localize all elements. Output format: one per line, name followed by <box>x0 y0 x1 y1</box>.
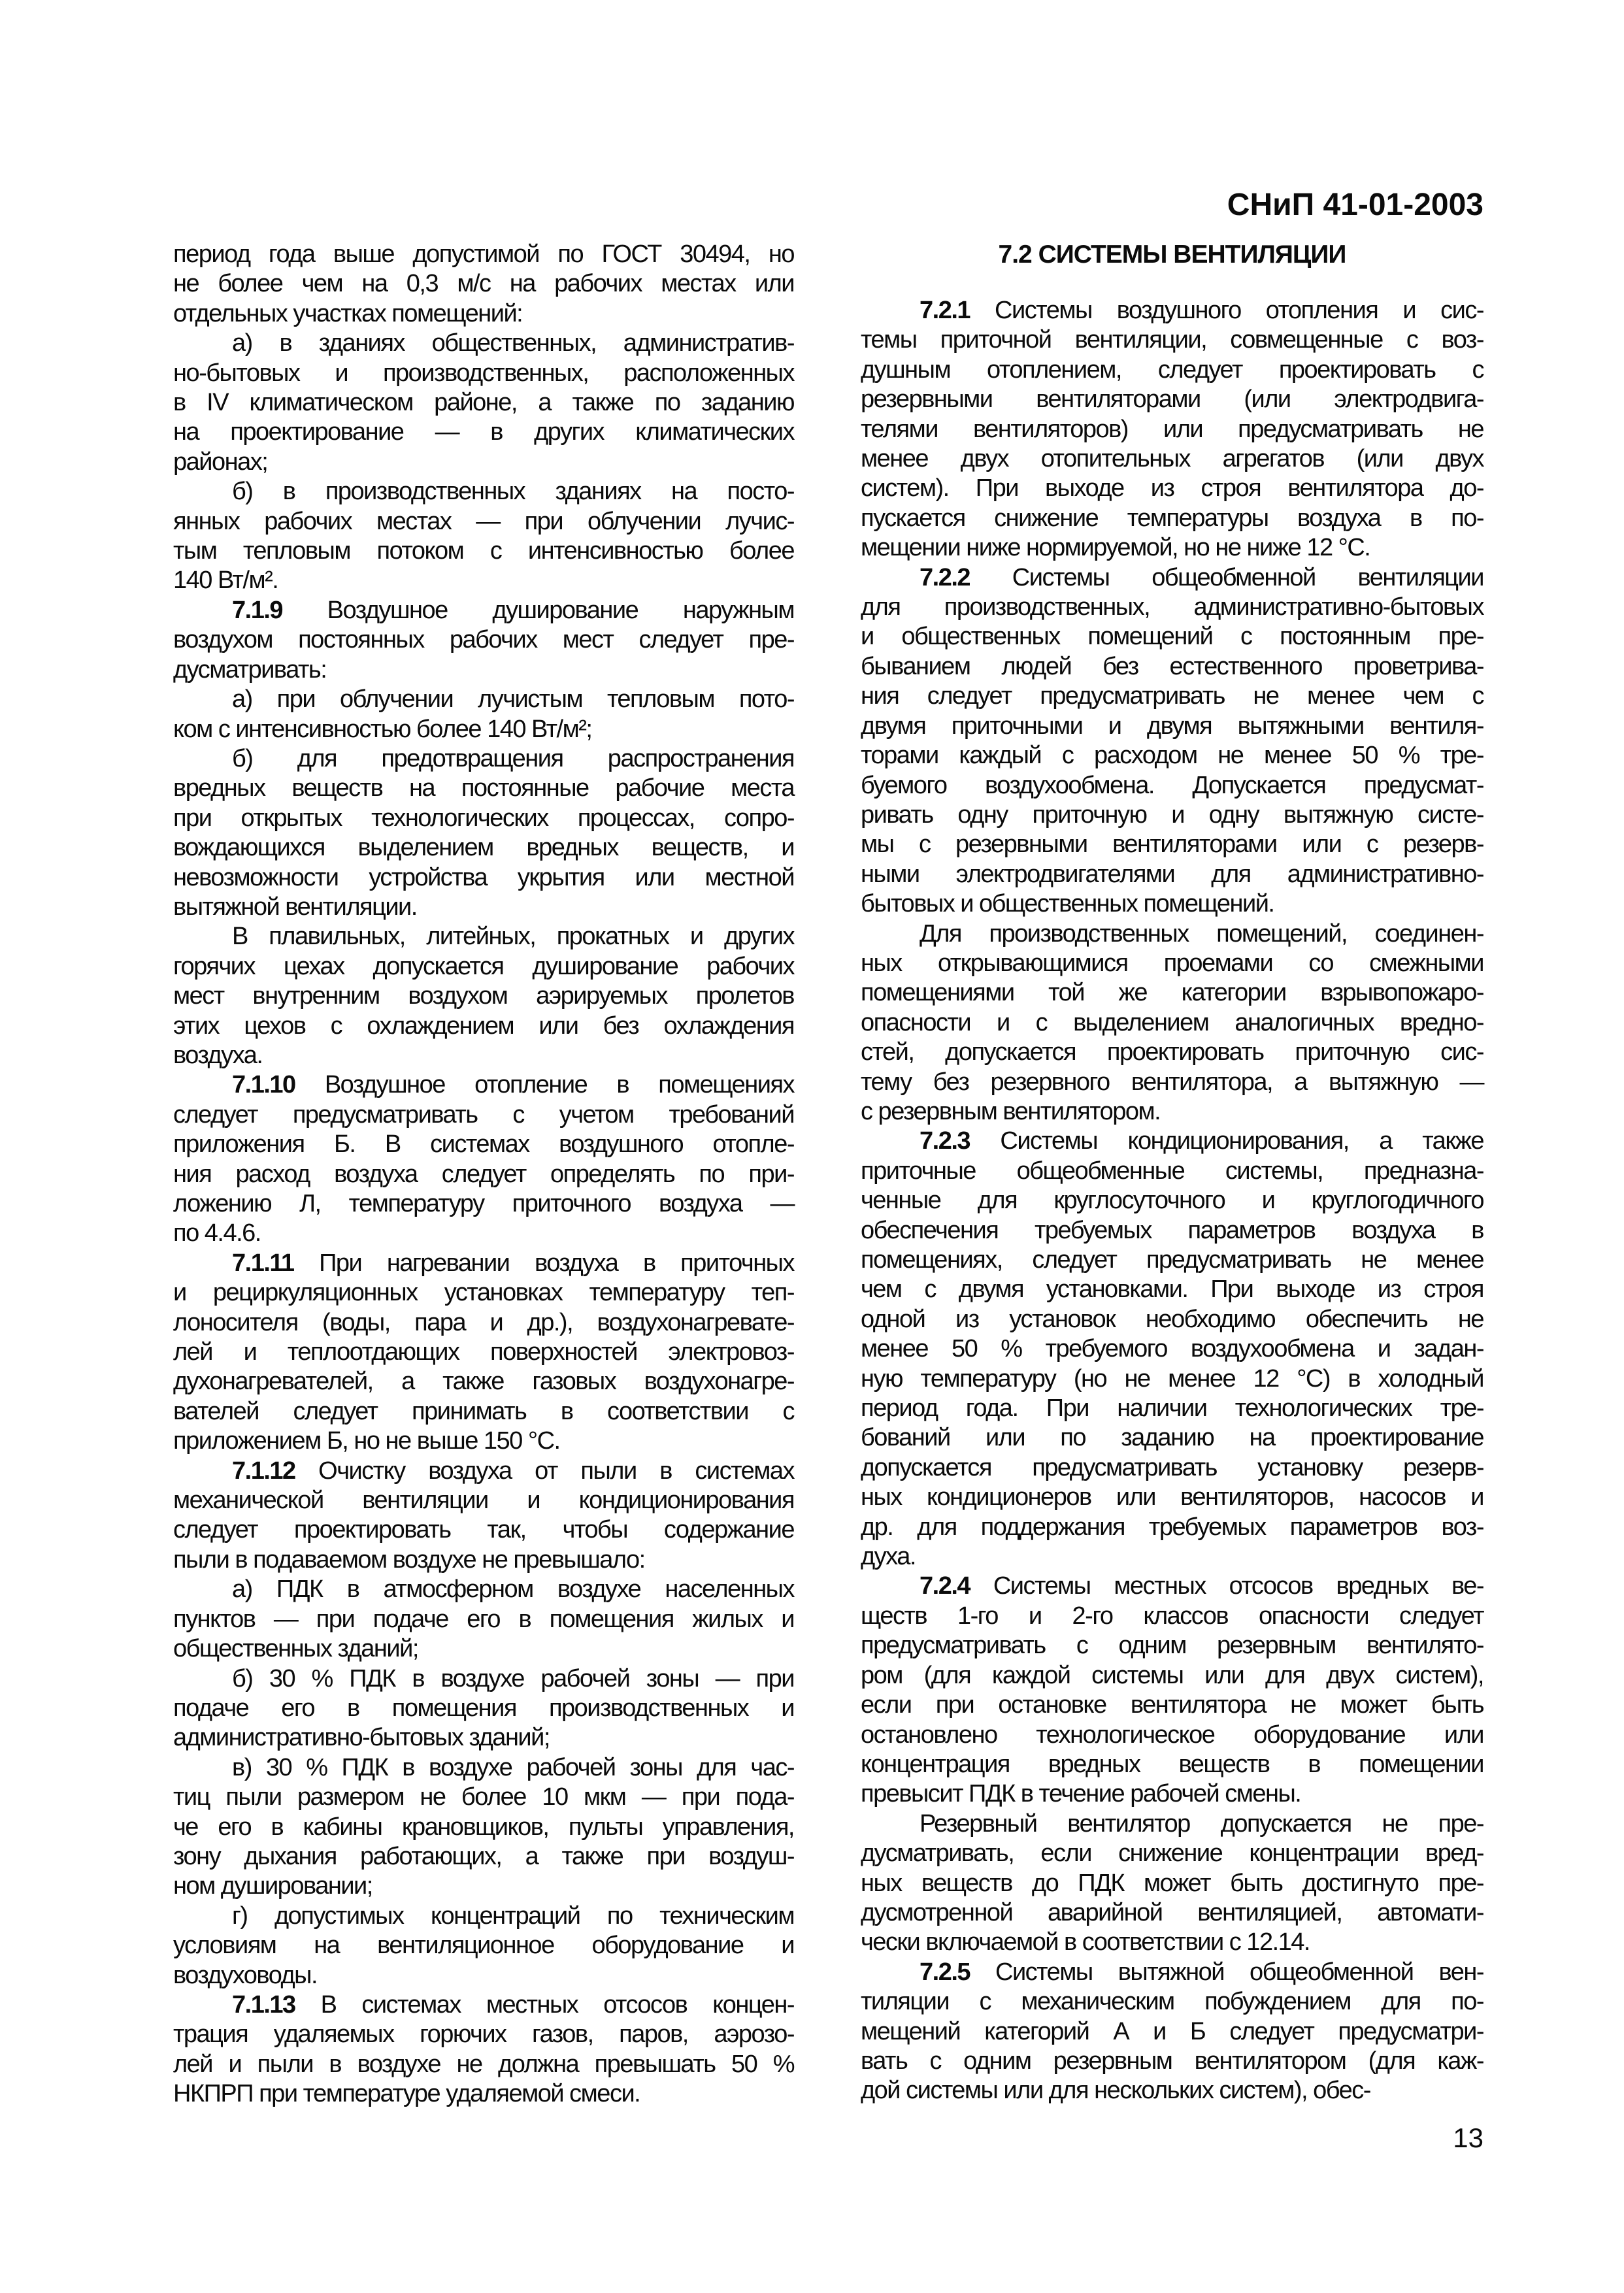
text-line: и общественных помещений с постоянным пре- <box>861 623 1483 651</box>
text-line: ривать одну приточную и одну вытяжную систе- <box>861 800 1483 829</box>
text-line: ром (для каждой системы или для двух систем), <box>861 1661 1483 1689</box>
paragraph <box>173 329 794 477</box>
text-line: ном душировании; <box>173 1872 373 1900</box>
text-line: на проектирование — в других климатических <box>173 418 794 446</box>
text-line: период года выше допустимой по ГОСТ 30494, но <box>173 240 794 268</box>
text-line: ных кондиционеров или вентиляторов, насосов и <box>861 1483 1483 1511</box>
text-line: торами каждый с расходом не менее 50 % тре- <box>861 742 1483 770</box>
text-line: ложению Л, температуру приточного воздуха — <box>173 1190 794 1217</box>
text-line: для производственных, административно-бытовых <box>861 593 1483 621</box>
text-line: условиям на вентиляционное оборудование и <box>173 1932 794 1960</box>
text-line: систем). При выходе из строя вентилятора до- <box>861 474 1483 503</box>
text-line: 7.2.1 Системы воздушного отопления и сис- <box>920 297 1483 324</box>
paragraph <box>861 563 1483 919</box>
text-line: духонагревателей, а также газовых воздухонагре- <box>173 1368 794 1396</box>
right-column <box>861 240 1483 2106</box>
paragraph <box>173 596 794 685</box>
text-line: менее двух отопительных агрегатов (или двух <box>861 445 1483 473</box>
paragraph <box>173 1457 794 1575</box>
text-line: и рециркуляционных установках температуру теп- <box>173 1279 794 1307</box>
clause-number: 7.1.11 <box>232 1249 294 1277</box>
text-line: В плавильных, литейных, прокатных и других <box>232 923 794 951</box>
text-line: зону дыхания работающих, а также при воздуш- <box>173 1842 794 1870</box>
text-line: дусматривать, если снижение концентрации вред- <box>861 1839 1483 1868</box>
clause-number: 7.1.12 <box>232 1457 295 1485</box>
text-line: лей и пыли в воздухе не должна превышать 50 % <box>173 2050 794 2078</box>
text-line: мест внутренним воздухом аэрируемых пролетов <box>173 982 794 1010</box>
text-line: Для производственных помещений, соединен- <box>920 919 1483 948</box>
text-line: в) 30 % ПДК в воздухе рабочей зоны для час- <box>232 1753 794 1781</box>
text-line: тему без резервного вентилятора, а вытяжную — <box>861 1068 1483 1096</box>
text-line: концентрация вредных веществ в помещении <box>861 1750 1483 1778</box>
text-line: че его в кабины крановщиков, пульты управления, <box>173 1813 794 1841</box>
text-line: этих цехов с охлаждением или без охлаждения <box>173 1012 794 1040</box>
text-line: горячих цехах допускается душирование рабочих <box>173 952 794 980</box>
text-line: янных рабочих местах — при облучении лучис- <box>173 507 794 535</box>
text-line: ния следует предусматривать не менее чем с <box>861 682 1483 710</box>
text-line: бытовых и общественных помещений. <box>861 890 1274 918</box>
text-line: остановлено технологическое оборудование или <box>861 1721 1483 1749</box>
section-heading: 7.2 СИСТЕМЫ ВЕНТИЛЯЦИИ <box>998 240 1346 269</box>
paragraph <box>173 685 794 744</box>
text-line: административно-бытовых зданий; <box>173 1724 550 1752</box>
text-line: следует предусматривать с учетом требований <box>173 1100 794 1129</box>
paragraph <box>173 1249 794 1457</box>
text-line: механической вентиляции и кондиционирования <box>173 1487 794 1515</box>
clause-number: 7.1.13 <box>232 1990 295 2019</box>
clause-number: 7.2.3 <box>920 1127 970 1155</box>
text-line: тиляции с механическим побуждением для по- <box>861 1988 1483 2016</box>
text-line: общественных зданий; <box>173 1635 418 1663</box>
text-line: Резервный вентилятор допускается не пре- <box>920 1809 1483 1838</box>
text-line: др. для поддержания требуемых параметров воз- <box>861 1513 1483 1541</box>
clause-number: 7.2.2 <box>920 563 970 591</box>
text-line: приточные общеобменные системы, предназна- <box>861 1157 1483 1185</box>
text-line: ществ 1-го и 2-го классов опасности следует <box>861 1602 1483 1630</box>
text-line: период года. При наличии технологических тре- <box>861 1394 1483 1423</box>
text-line: ную температуру (но не менее 12 °С) в холодный <box>861 1364 1483 1393</box>
text-line: стей, допускается проектировать приточную сис- <box>861 1038 1483 1066</box>
text-line: трация удаляемых горючих газов, паров, аэрозо- <box>173 2021 794 2049</box>
text-line: буемого воздухообмена. Допускается предусмат- <box>861 771 1483 799</box>
text-line: воздуховоды. <box>173 1961 318 1989</box>
text-line: одной из установок необходимо обеспечить не <box>861 1305 1483 1333</box>
text-line: г) допустимых концентраций по техническим <box>232 1902 794 1930</box>
paragraph <box>173 744 794 922</box>
text-line: быванием людей без естественного проветрива- <box>861 652 1483 680</box>
paragraph <box>173 1575 794 1664</box>
text-line: бований или по заданию на проектирование <box>861 1424 1483 1452</box>
paragraph <box>173 1070 794 1248</box>
text-line: 7.1.9 Воздушное душирование наружным <box>232 596 794 624</box>
text-line: но-бытовых и производственных, расположенных <box>173 359 794 387</box>
text-line: допускается предусматривать установку резерв- <box>861 1453 1483 1481</box>
text-line: дой системы или для нескольких систем), обес- <box>861 2077 1370 2105</box>
text-line: 7.2.5 Системы вытяжной общеобменной вен- <box>920 1958 1483 1986</box>
text-line: вождающихся выделением вредных веществ, и <box>173 834 794 862</box>
text-line: отдельных участках помещений: <box>173 299 523 327</box>
text-line: приложением Б, но не выше 150 °С. <box>173 1427 560 1455</box>
text-line: резервными вентиляторами (или электродвига- <box>861 386 1483 414</box>
text-line: если при остановке вентилятора не может быть <box>861 1691 1483 1719</box>
text-line: помещениях, следует предусматривать не менее <box>861 1246 1483 1274</box>
text-line: по 4.4.6. <box>173 1219 261 1247</box>
paragraph <box>173 1753 794 1902</box>
text-line: а) при облучении лучистым тепловым пото- <box>232 685 794 714</box>
text-line: помещениями той же категории взрывопожаро- <box>861 979 1483 1007</box>
text-line: вателей следует принимать в соответствии с <box>173 1397 794 1425</box>
paragraph <box>173 477 794 596</box>
text-line: пускается снижение температуры воздуха в по- <box>861 504 1483 532</box>
text-line: телями вентиляторов) или предусматривать не <box>861 415 1483 443</box>
text-line: мещений категорий А и Б следует предусматри- <box>861 2017 1483 2045</box>
text-line: 7.1.13 В системах местных отсосов концен- <box>232 1990 794 2019</box>
clause-number: 7.2.5 <box>920 1958 970 1986</box>
text-line: душным отоплением, следует проектировать с <box>861 355 1483 384</box>
text-line: ния расход воздуха следует определять по при- <box>173 1160 794 1188</box>
text-line: духа. <box>861 1543 916 1571</box>
text-line: дусматривать: <box>173 655 327 684</box>
text-line: воздуха. <box>173 1041 263 1069</box>
paragraph <box>861 1809 1483 1958</box>
paragraph <box>861 1572 1483 1809</box>
text-line: б) для предотвращения распространения <box>232 744 794 772</box>
paragraph <box>173 1664 794 1753</box>
text-line: в IV климатическом районе, а также по заданию <box>173 389 794 417</box>
text-line: следует проектировать так, чтобы содержание <box>173 1516 794 1544</box>
text-line: превысит ПДК в течение рабочей смены. <box>861 1780 1301 1808</box>
text-line: вредных веществ на постоянные рабочие места <box>173 774 794 802</box>
paragraph <box>861 296 1483 563</box>
text-line: 7.1.12 Очистку воздуха от пыли в системах <box>232 1457 794 1485</box>
text-line: НКПРП при температуре удаляемой смеси. <box>173 2080 640 2108</box>
text-line: ных веществ до ПДК может быть достигнуто пре- <box>861 1869 1483 1897</box>
text-line: с резервным вентилятором. <box>861 1097 1161 1125</box>
text-line: обеспечения требуемых параметров воздуха в <box>861 1216 1483 1244</box>
text-line: чески включаемой в соответствии с 12.14. <box>861 1928 1310 1956</box>
text-line: вать с одним резервным вентилятором (для каж- <box>861 2047 1483 2075</box>
clause-number: 7.2.1 <box>920 297 970 324</box>
page-number: 13 <box>1453 2122 1483 2153</box>
document-code: СНиП 41-01-2003 <box>1227 188 1483 222</box>
text-line: б) в производственных зданиях на посто- <box>232 478 794 506</box>
text-line: невозможности устройства укрытия или местной <box>173 863 794 891</box>
text-line: 7.2.2 Системы общеобменной вентиляции <box>920 563 1483 591</box>
text-line: воздухом постоянных рабочих мест следует пре- <box>173 626 794 654</box>
text-line: пунктов — при подаче его в помещения жилых и <box>173 1605 794 1633</box>
text-line: мещении ниже нормируемой, но не ниже 12 °С. <box>861 534 1370 562</box>
text-line: 7.2.3 Системы кондиционирования, а также <box>920 1127 1483 1155</box>
clause-number: 7.1.10 <box>232 1071 295 1099</box>
text-line: тым тепловым потоком с интенсивностью более <box>173 537 794 565</box>
text-line: дусмотренной аварийной вентиляцией, автомати- <box>861 1898 1483 1926</box>
text-line: тиц пыли размером не более 10 мкм — при пода- <box>173 1783 794 1811</box>
text-line: при открытых технологических процессах, сопро- <box>173 804 794 832</box>
clause-number: 7.2.4 <box>920 1572 970 1600</box>
paragraph <box>173 240 794 329</box>
text-line: районах; <box>173 448 268 476</box>
clause-number: 7.1.9 <box>232 596 283 624</box>
paragraph <box>861 1958 1483 2106</box>
text-line: менее 50 % требуемого воздухообмена и задан- <box>861 1335 1483 1363</box>
text-line: двумя приточными и двумя вытяжными вентиля- <box>861 712 1483 740</box>
text-line: а) в зданиях общественных, административ- <box>232 329 794 357</box>
text-line: предусматривать с одним резервным вентилято- <box>861 1632 1483 1660</box>
paragraph <box>173 1990 794 2109</box>
text-line: вытяжной вентиляции. <box>173 893 417 921</box>
text-line: ными электродвигателями для административно- <box>861 860 1483 888</box>
text-line: 140 Вт/м². <box>173 567 278 595</box>
right-column-text <box>861 296 1483 2106</box>
text-line: чем с двумя установками. При выходе из строя <box>861 1276 1483 1304</box>
text-line: мы с резервными вентиляторами или с резерв- <box>861 831 1483 859</box>
text-line: пыли в подаваемом воздухе не превышало: <box>173 1545 645 1574</box>
text-line: 7.2.4 Системы местных отсосов вредных ве- <box>920 1572 1483 1600</box>
text-line: приложения Б. В системах воздушного отопле- <box>173 1130 794 1159</box>
paragraph <box>173 922 794 1070</box>
paragraph <box>861 1127 1483 1572</box>
text-line: подаче его в помещения производственных и <box>173 1694 794 1722</box>
text-line: 7.1.10 Воздушное отопление в помещениях <box>232 1071 794 1099</box>
paragraph <box>173 1902 794 1990</box>
text-line: а) ПДК в атмосферном воздухе населенных <box>232 1575 794 1604</box>
text-line: ком с интенсивностью более 140 Вт/м²; <box>173 715 592 743</box>
text-line: лей и теплоотдающих поверхностей электровоз- <box>173 1338 794 1366</box>
left-column <box>173 240 794 2109</box>
text-line: темы приточной вентиляции, совмещенные с воз- <box>861 326 1483 354</box>
text-line: ченные для круглосуточного и круглогодичного <box>861 1187 1483 1215</box>
text-line: не более чем на 0,3 м/с на рабочих местах или <box>173 270 794 298</box>
text-line: лоносителя (воды, пара и др.), воздухонагревате- <box>173 1308 794 1336</box>
text-line: б) 30 % ПДК в воздухе рабочей зоны — при <box>232 1664 794 1692</box>
text-line: опасности и с выделением аналогичных вредно- <box>861 1008 1483 1036</box>
text-line: 7.1.11 При нагревании воздуха в приточных <box>232 1249 794 1277</box>
paragraph <box>861 919 1483 1127</box>
text-line: ных открывающимися проемами со смежными <box>861 949 1483 977</box>
